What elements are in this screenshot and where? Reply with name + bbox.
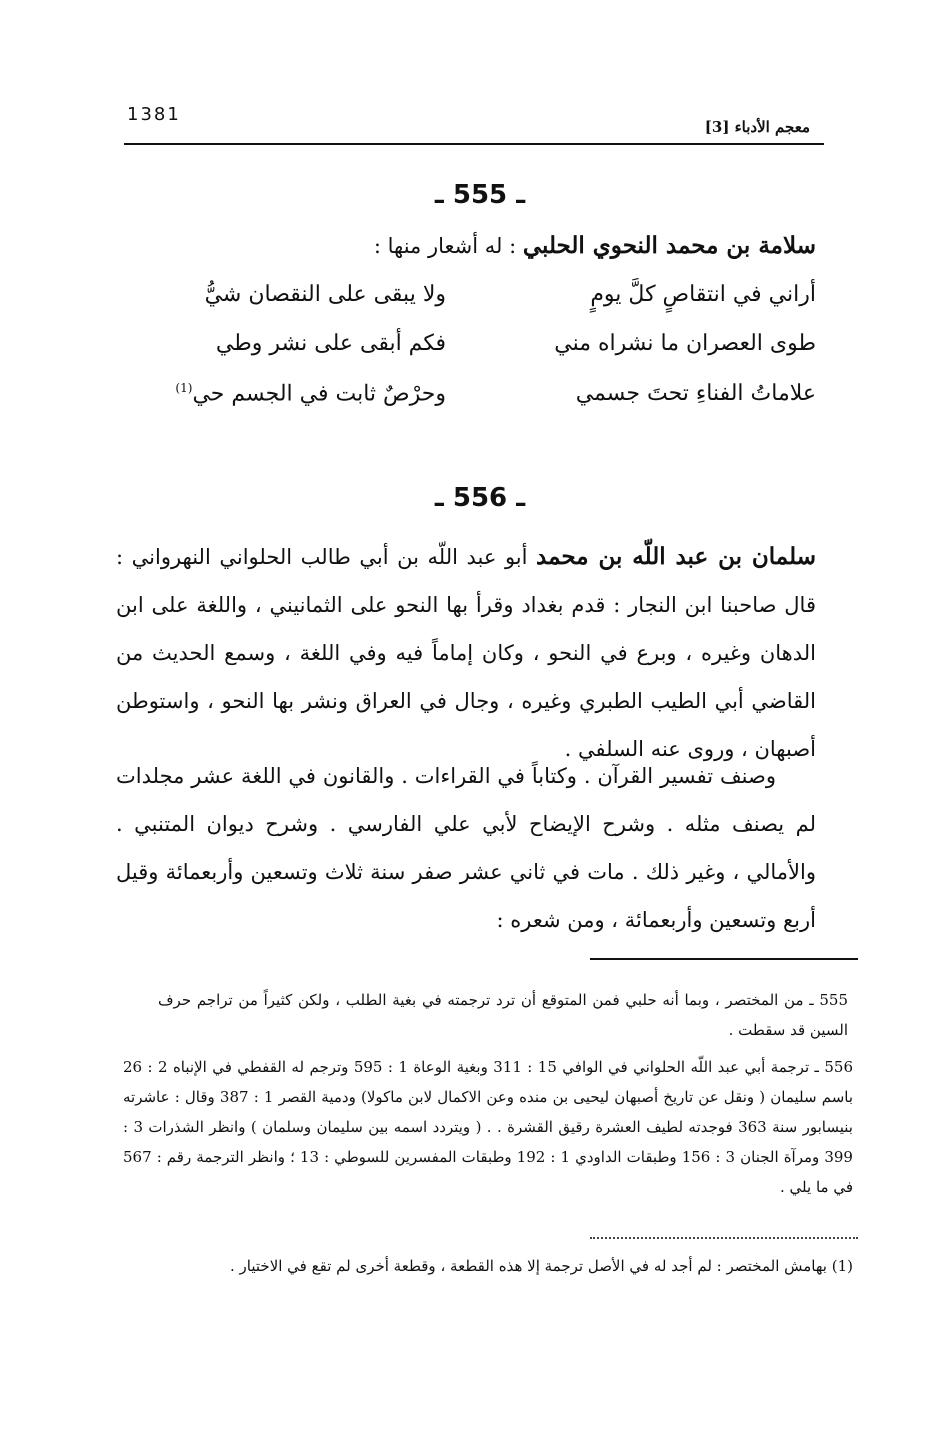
- entry-555-intro: [116, 232, 816, 259]
- poem-second-hemistich-with-note: [146, 381, 446, 406]
- entry-555-number: ـ 555 ـ: [434, 180, 526, 210]
- poem-second-hemistich: فكم أبقى على نشر وطي: [215, 331, 446, 356]
- poem-first-hemistich: علاماتُ الفناءِ تحتَ جسمي: [575, 381, 816, 406]
- page-number: 1381: [127, 104, 181, 125]
- entry-555-intro-rest: : له أشعار منها :: [373, 234, 523, 258]
- footnote-555: 555 ـ من المختصر ، وبما أنه حلبي فمن المتوقع أن ترد ترجمته في بغية الطلب ، ولكن كثيراً من تراجم حرف السين قد سقطت .: [158, 991, 848, 1039]
- entry-555-name: سلامة بن محمد النحوي الحلبي: [522, 232, 816, 259]
- header-rule: [124, 143, 824, 145]
- poem-line: [116, 381, 816, 421]
- entry-556-name: سلمان بن عبد اللّه بن محمد: [536, 543, 816, 570]
- poem-first-hemistich: طوى العصران ما نشراه مني: [554, 331, 816, 356]
- footnote-rule: [590, 958, 858, 960]
- poem-line: [116, 282, 816, 322]
- footnote-556: 556 ـ ترجمة أبي عبد اللّه الحلواني في الوافي 15 : 311 وبغية الوعاة 1 : 595 وترجم له القفطي في الإنباه 2 : 26 باسم سليمان ( ونقل عن تاريخ أصبهان ليحيى بن منده وعن الاكمال لابن ماكولا) ودمية القصر 1 : 387 وقال : عاشرته بنيسابور سنة 363 فوجدته لطيف العشرة رقيق القشرة . . ( ويتردد اسمه بين سليمان وسلمان ) وانظر الشذرات 3 : 399 ومرآة الجنان 3 : 156 وطبقات الداودي 1 : 192 وطبقات المفسرين للسوطي : 13 ؛ وانظر الترجمة رقم : 567 في ما يلي .: [123, 1058, 854, 1196]
- poem-second-hemistich: وحرْصٌ ثابت في الجسم حي: [192, 381, 446, 407]
- dotted-rule: [590, 1237, 858, 1239]
- footnote-poem: (1) بهامش المختصر : لم أجد له في الأصل ترجمة إلا هذه القطعة ، وقطعة أخرى لم تقع في الاختيار .: [230, 1257, 853, 1275]
- entry-556-paragraph-text: وصنف تفسير القرآن . وكتاباً في القراءات . والقانون في اللغة عشر مجلدات لم يصنف مثله . وشرح الإيضاح لأبي علي الفارسي . وشرح ديوان المتنبي . والأمالي ، وغير ذلك . مات في ثاني عشر صفر سنة ثلاث وتسعين وأربعمائة وقيل أربع وتسعين وأربعمائة ، ومن شعره :: [116, 764, 816, 932]
- footnote-marker: (1): [175, 381, 193, 395]
- poem-line: [116, 331, 816, 371]
- poem-first-hemistich: أراني في انتقاصٍ كلَّ يومٍ: [590, 282, 816, 307]
- entry-556-paragraph-text: أبو عبد اللّه بن أبي طالب الحلواني النهرواني : قال صاحبنا ابن النجار : قدم بغداد وقرأ بها النحو على الثمانيني ، واللغة على ابن الدهان وغيره ، وبرع في النحو ، وكان إماماً فيه وفي اللغة ، وسمع الحديث من القاضي أبي الطيب الطبري وغيره ، وجال في العراق ونشر بها النحو ، واستوطن أصبهان ، وروى عنه السلفي .: [116, 545, 816, 761]
- entry-556-paragraph: [116, 752, 816, 944]
- entry-556-paragraph: [116, 533, 816, 773]
- poem-second-hemistich: ولا يبقى على النقصان شيُّ: [204, 282, 446, 307]
- entry-556-number: ـ 556 ـ: [434, 483, 526, 513]
- running-head: معجم الأدباء [3]: [704, 118, 810, 136]
